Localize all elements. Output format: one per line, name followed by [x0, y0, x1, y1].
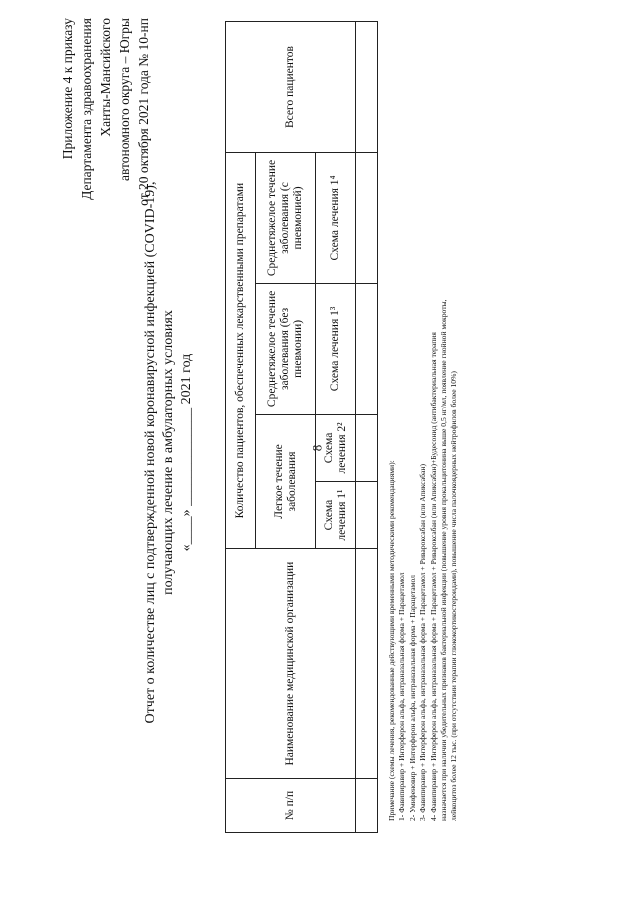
note-line: лейкоцитоз более 12 тыс. (при отсутствии терапии глюкокортикостероидами), повышение числа палочкоядерных нейтрофилов более 10%) — [449, 371, 459, 821]
notes — [387, 11, 460, 821]
empty-cell — [356, 779, 378, 833]
header-line: Ханты-Мансийского — [98, 18, 113, 137]
medium-course-header: Среднетяжелое течение заболевания (без пневмонии) — [256, 283, 316, 414]
scheme-2-header: Схема лечения 2² — [316, 414, 356, 481]
approval-header — [58, 18, 153, 206]
note-line: 3- Фавипиравир + Интерферон альфа, интраназальная форма + Парацетамол + Ривароксабан (или Апиксабан) — [418, 464, 428, 821]
empty-cell — [356, 482, 378, 549]
note-line: назначается при наличии убедительных признаков бактериальной инфекции (повышение уровня прокальцитонина выше 0,5 нг/мл, появление гнойной мокроты, — [439, 299, 449, 821]
page-number: 8 — [309, 444, 325, 452]
note-line: 2- Умифеновир + Интерферон альфа, интраназальная форма + Парацетамол — [407, 575, 417, 821]
empty-cell — [356, 153, 378, 284]
col-number-header: № п/п — [226, 779, 356, 833]
scheme-3-header: Схема лечения 1³ — [316, 283, 356, 414]
title-line-2: получающих лечение в амбулаторных условиях — [161, 310, 176, 595]
report-title — [142, 0, 196, 905]
note-line: 4- Фавипиравир + Интерферон альфа, интраназальная форма + Парацетамол + Ривароксабан (или Апиксабан)+Будесонид (антибактериальная терапия — [428, 332, 438, 821]
col-total-header: Всего пациентов — [226, 22, 356, 153]
empty-cell — [356, 549, 378, 779]
group-header: Количество пациентов, обеспеченных лекарственными препаратами — [226, 153, 256, 549]
empty-cell — [356, 22, 378, 153]
header-line: Департамента здравоохранения — [79, 18, 94, 200]
report-table — [225, 21, 378, 833]
title-line-1: Отчет о количестве лиц с подтвержденной новой коронавирусной инфекцией (COVID-19), — [143, 181, 158, 724]
header-line: Приложение 4 к приказу — [60, 18, 75, 160]
empty-cell — [356, 414, 378, 481]
scheme-1-header: Схема лечения 1¹ — [316, 482, 356, 549]
notes-intro: Примечание (схемы лечения, рекомендованные действующими временными методическими рекомендациями): — [387, 460, 396, 821]
report-date-line: «____» ______________ 2021 год — [179, 353, 194, 552]
header-line: от 20 октября 2021 года № 10-нп — [136, 18, 151, 206]
note-line: 1- Фавипиравир + Интерферон альфа, интраназальная форма + Парацетамол — [397, 572, 407, 821]
light-course-header: Легкое течение заболевания — [256, 414, 316, 548]
empty-cell — [356, 283, 378, 414]
medium-pneumonia-header: Среднетяжелое течение заболевания (с пневмонией) — [256, 153, 316, 284]
header-line: автономного округа – Югры — [117, 18, 132, 181]
col-organization-header: Наименование медицинской организации — [226, 549, 356, 779]
scheme-4-header: Схема лечения 1⁴ — [316, 153, 356, 284]
table-row — [356, 22, 378, 833]
